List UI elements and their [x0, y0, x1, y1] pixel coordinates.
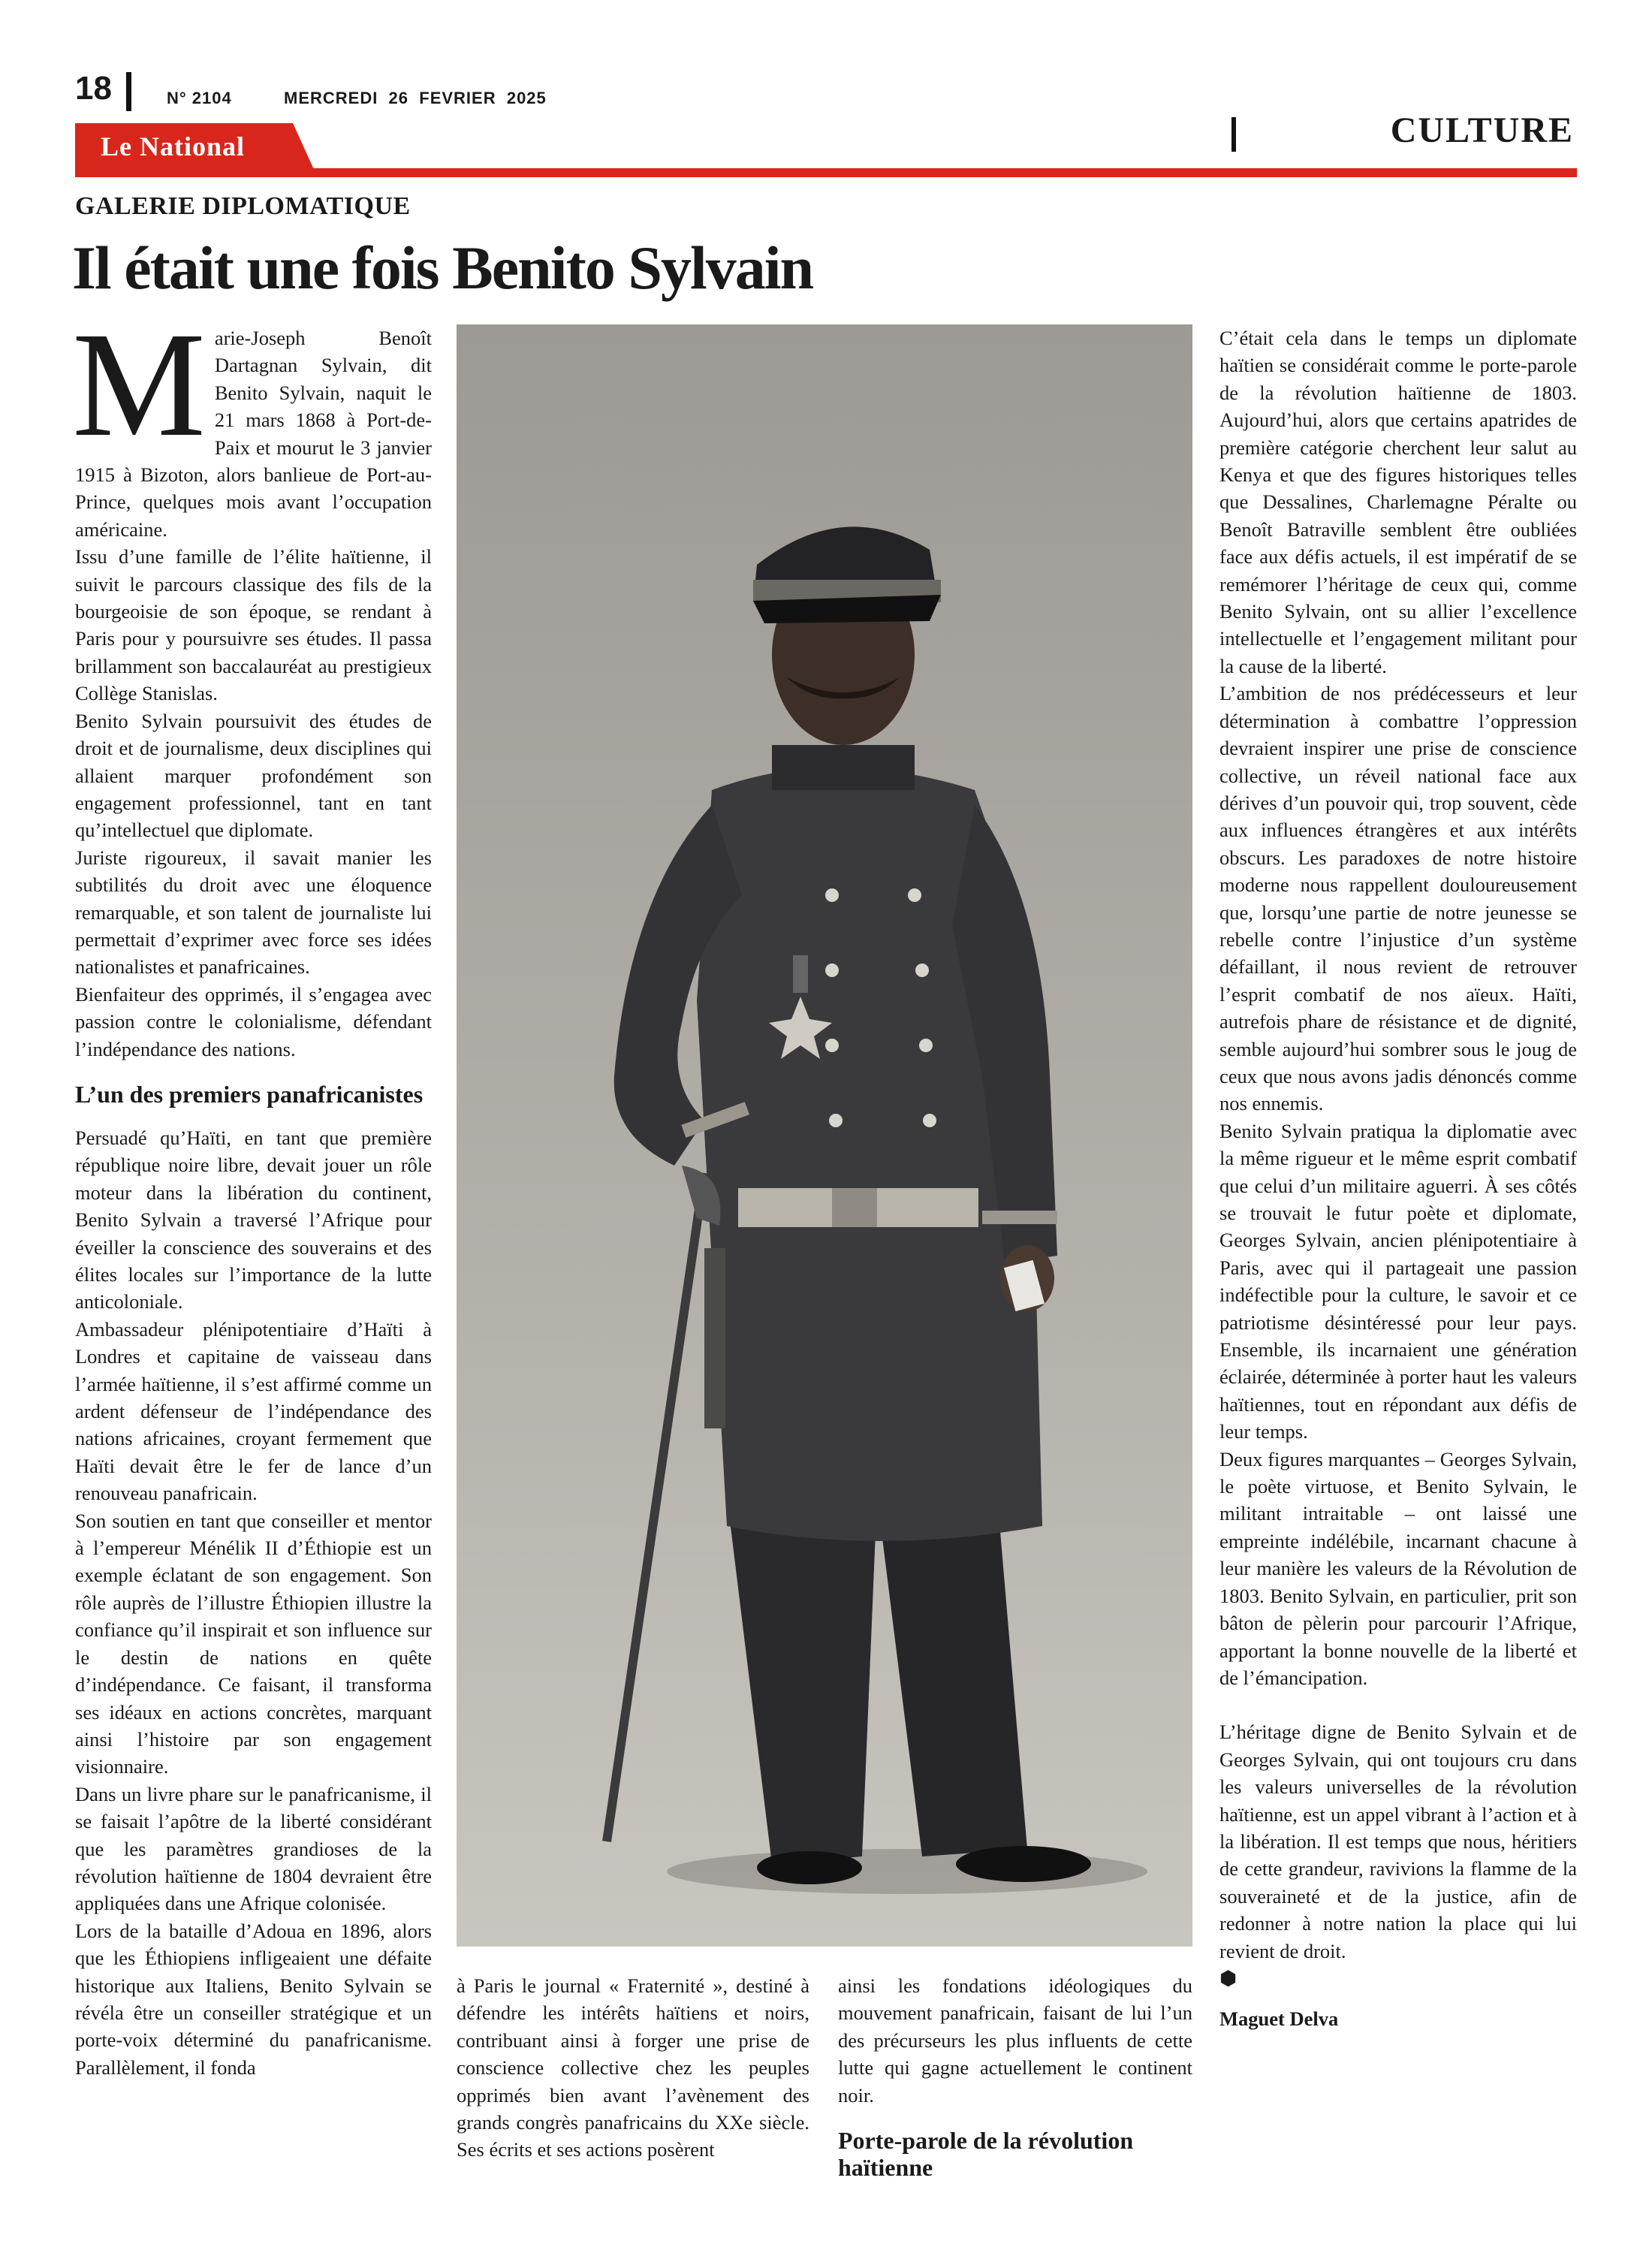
article-title: Il était une fois Benito Sylvain [72, 234, 813, 302]
section-name: CULTURE [1390, 110, 1574, 150]
paragraph: Ambassadeur plénipotentiaire d’Haïti à Londres et capitaine de vaisseau dans l’armée haïtienne, il s’est affirmé comme un ardent défenseur de l’indépendance des nations africaines, croyant fermement que Haïti devait être le fer de lance d’un renouveau panafricain. [75, 1317, 432, 1505]
paragraph: Son soutien en tant que conseiller et mentor à l’empereur Ménélik II d’Éthiopie est un exemple éclatant de son engagement. Son rôle auprès de l’illustre Éthiopien illustre la confiance qu’il inspirait et son influence sur le destin de nations en quête d’indépendance. Ce faisant, il transforma ses idéaux en actions concrètes, marquant ainsi l’histoire par son engagement visionnaire. [75, 1509, 432, 1778]
paragraph: L’ambition de nos prédécesseurs et leur détermination à combattre l’oppression devraient inspirer une prise de conscience collective, un réveil national face aux dérives d’un pouvoir qui, trop souvent, cède aux influences étrangères et aux intérêts obscurs. Les paradoxes de notre histoire moderne nous rappellent douloureusement que, lorsqu’une partie de notre jeunesse se rebelle contre l’injustice d’un système défaillant, il nous revient de retrouver l’esprit combatif de nos aïeux. Haïti, autrefois phare de résistance et de dignité, semble aujourd’hui sombrer sous le joug de ceux que nous avons jadis dénoncés comme nos ennemis. [1219, 682, 1577, 1115]
article-column-1 [72, 302, 432, 2081]
paragraph: Benito Sylvain pratiqua la diplomatie avec la même rigueur et le même esprit combatif que celui d’un militaire aguerri. À ses côtés se trouvait le futur poète et diplomate, Georges Sylvain, ancien plénipotentiaire à Paris, avec qui il partageait une passion indéfectible pour la culture, le savoir et ce patriotisme désintéressé pour leur pays. Ensemble, ils incarnaient une génération éclairée, déterminée à porter haut les valeurs haïtiennes, tout en répondant aux défis de leur temps. [1219, 1119, 1577, 1443]
drop-cap: M [72, 302, 206, 468]
subheading: Porte-parole de la révolution haïtienne [838, 2127, 1134, 2182]
end-mark-icon: ⬢ [1219, 1966, 1237, 1989]
end-mark [1219, 1965, 1577, 1992]
paragraph: Deux figures marquantes – Georges Sylvain, le poète virtuose, et Benito Sylvain, le militant intraitable – ont laissé une empreinte indélébile, incarnant chacune à leur manière les valeurs de la Révolution de 1803. Benito Sylvain, en particulier, prit son bâton de pèlerin pour parcourir l’Afrique, apportant la bonne nouvelle de la liberté et de l’émancipation. [1219, 1447, 1577, 1689]
article-column-2 [457, 1972, 809, 2164]
paragraph-text: arie-Joseph Benoît Dartagnan Sylvain, dit Benito Sylvain, naquit le 21 mars 1868 à Port-de-Paix et mourut le 3 janvier 1915 à Bizoton, alors banlieue de Port-au-Prince, quelques mois avant l’occupation américaine. [75, 327, 432, 541]
header-rule [75, 168, 1577, 177]
article-column-3 [838, 1972, 1192, 2181]
paragraph: Issu d’une famille de l’élite haïtienne, il suivit le parcours classique des fils de la bourgeoisie de son époque, se rendant à Paris pour y poursuivre ses études. Il passa brillamment son baccalauréat au prestigieux Collège Stanislas. [75, 545, 432, 705]
uniformed-man-illustration [457, 324, 1192, 1947]
paragraph: L’héritage digne de Benito Sylvain et de Georges Sylvain, qui ont toujours cru dans les valeurs universelles de la révolution haïtienne, est un appel vibrant à l’action et à la libération. Il est temps que nous, héritiers de cette grandeur, ravivions la flamme de la souveraineté et de la justice, afin de redonner à notre nation la place qui lui revient de droit. [1219, 1721, 1577, 1962]
paragraph: C’était cela dans le temps un diplomate haïtien se considérait comme le porte-parole de la révolution haïtienne de 1803. Aujourd’hui, alors que certains apatrides de première catégorie cherchent leur salut au Kenya et que des figures historiques telles que Dessalines, Charlemagne Péralte ou Benoît Batraville semblent être oubliées face aux défis actuels, il est impératif de se remémorer l’héritage de ceux qui, comme Benito Sylvain, ont su allier l’excellence intellectuelle et l’engagement militant pour la cause de la liberté. [1219, 327, 1577, 677]
section-divider [1231, 117, 1236, 152]
header-divider [126, 72, 131, 111]
paragraph: ainsi les fondations idéologiques du mouvement panafricain, faisant de lui l’un des précurseurs les plus influents de cette lutte qui gagne actuellement le continent noir. [838, 1974, 1192, 2107]
page-number: 18 [75, 70, 112, 107]
author-byline: Maguet Delva [1219, 2007, 1339, 2031]
paragraph: Lors de la bataille d’Adoua en 1896, alors que les Éthiopiens infligeaient une défaite historique aux Italiens, Benito Sylvain se révéla être un conseiller stratégique et un porte-voix déterminé du panafricanisme. Parallèlement, il fonda [75, 1919, 432, 2079]
article-kicker: GALERIE DIPLOMATIQUE [75, 192, 411, 220]
issue-date: MERCREDI 26 FEVRIER 2025 [284, 89, 547, 107]
paragraph [72, 302, 432, 543]
paragraph: Bienfaiteur des opprimés, il s’engagea avec passion contre le colonialisme, défendant l’indépendance des nations. [75, 982, 432, 1060]
article-column-4 [1219, 324, 1577, 2033]
paragraph: Persuadé qu’Haïti, en tant que première république noire libre, devait jouer un rôle moteur dans la libération du continent, Benito Sylvain a traversé l’Afrique pour éveiller la conscience des souverains et des élites locales sur l’importance de la lutte anticoloniale. [75, 1126, 432, 1313]
paragraph: Dans un livre phare sur le panafricanisme, il se faisait l’apôtre de la liberté considérant que les paramètres grandioses de la révolution haïtienne de 1804 devraient être appliquées dans une Afrique colonisée. [75, 1782, 432, 1915]
portrait-photo [457, 324, 1192, 1947]
paragraph: à Paris le journal « Fraternité », destiné à défendre les intérêts haïtiens et noirs, contribuant ainsi à forger une prise de conscience collective chez les peuples opprimés bien avant l’avènement des grands congrès panafricains du XXe siècle. Ses écrits et ses actions posèrent [457, 1974, 809, 2161]
paragraph: Juriste rigoureux, il savait manier les subtilités du droit avec une éloquence remarquable, et son talent de journaliste lui permettait d’exprimer avec force ses idées nationalistes et panafricaines. [75, 846, 432, 979]
issue-number: N° 2104 [167, 89, 232, 107]
brand-logo: Le National [101, 131, 246, 161]
paragraph: Benito Sylvain poursuivit des études de droit et de journalisme, deux disciplines qui allaient marquer profondément son engagement professionnel, tant en tant qu’intellectuel que diplomate. [75, 709, 432, 842]
subheading: L’un des premiers panafricanistes [75, 1080, 424, 1108]
